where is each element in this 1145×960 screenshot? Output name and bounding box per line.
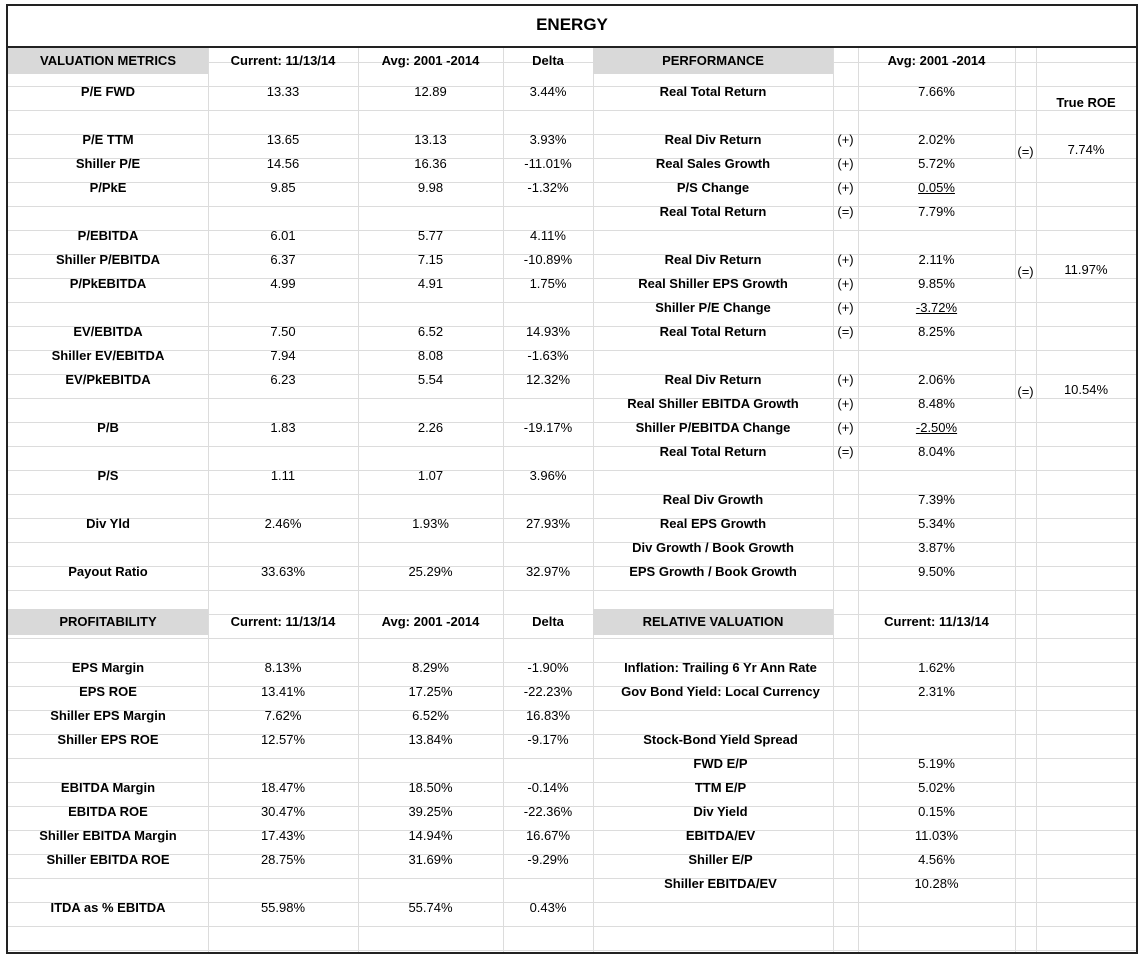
profit-avg: 13.84% xyxy=(408,732,453,747)
column-divider xyxy=(1015,48,1016,952)
performance-value: 2.11% xyxy=(918,252,955,267)
relative-label: Inflation: Trailing 6 Yr Ann Rate xyxy=(624,660,817,675)
relative-label: FWD E/P xyxy=(693,756,748,771)
metric-delta: 14.93% xyxy=(525,324,571,339)
performance-value: 7.66% xyxy=(918,84,955,99)
performance-label: Real Total Return xyxy=(659,204,767,219)
relative-label: Div Yield xyxy=(693,804,748,819)
performance-value: 0.05% xyxy=(918,180,955,195)
performance-value: 8.25% xyxy=(918,324,955,339)
performance-operator: (+) xyxy=(837,132,854,147)
performance-label: Shiller P/E Change xyxy=(655,300,771,315)
metric-label: P/PkE xyxy=(89,180,127,195)
metric-current: 7.94 xyxy=(270,348,296,363)
header-delta: Delta xyxy=(532,53,564,68)
profit-avg: 8.29% xyxy=(412,660,449,675)
roe-operator: (=) xyxy=(1017,384,1034,399)
metric-delta: 4.11% xyxy=(530,228,566,243)
relative-value: 11.03% xyxy=(914,828,959,843)
metric-current: 1.83 xyxy=(270,420,296,435)
relative-value: 1.62% xyxy=(918,660,955,675)
relative-value: 2.31% xyxy=(918,684,955,699)
performance-value: 8.48% xyxy=(918,396,955,411)
metric-avg: 8.08 xyxy=(417,348,444,363)
profit-label: Shiller EPS ROE xyxy=(57,732,159,747)
performance-label: Real Div Return xyxy=(664,372,762,387)
metric-delta: 3.44% xyxy=(529,84,567,99)
metric-delta: -1.32% xyxy=(527,180,569,195)
performance-label: P/S Change xyxy=(676,180,750,195)
metric-label: Shiller EV/EBITDA xyxy=(51,348,165,363)
metric-current: 6.23 xyxy=(270,372,296,387)
performance-value: 5.34% xyxy=(918,516,955,531)
row-divider xyxy=(8,110,1136,111)
relative-label: Stock-Bond Yield Spread xyxy=(643,732,798,747)
performance-label: EPS Growth / Book Growth xyxy=(629,564,797,579)
metric-label: P/B xyxy=(97,420,119,435)
performance-value: 8.04% xyxy=(918,444,955,459)
profit-current: 7.62% xyxy=(264,708,302,723)
relative-value: 10.28% xyxy=(914,876,959,891)
header-performance: PERFORMANCE xyxy=(593,48,833,74)
metric-label: P/E TTM xyxy=(82,132,134,147)
profit-delta: -22.36% xyxy=(523,804,573,819)
profit-current: 18.47% xyxy=(260,780,306,795)
metric-avg: 2.26 xyxy=(417,420,444,435)
metric-delta: 3.96% xyxy=(529,468,567,483)
metric-avg: 5.54 xyxy=(417,372,444,387)
profit-current: 8.13% xyxy=(264,660,302,675)
true-roe-value: 7.74% xyxy=(1067,142,1105,157)
metric-avg: 7.15 xyxy=(417,252,444,267)
performance-label: Real Shiller EPS Growth xyxy=(638,276,788,291)
row-divider xyxy=(8,950,1136,951)
performance-label: Real Shiller EBITDA Growth xyxy=(627,396,799,411)
performance-label: Real Total Return xyxy=(659,84,767,99)
performance-operator: (+) xyxy=(837,372,854,387)
page-title: ENERGY xyxy=(6,4,1138,48)
profit-label: Shiller EBITDA ROE xyxy=(46,852,170,867)
metric-delta: -1.63% xyxy=(527,348,569,363)
metric-label: EV/PkEBITDA xyxy=(65,372,151,387)
metric-current: 13.65 xyxy=(266,132,300,147)
metric-avg: 4.91 xyxy=(417,276,444,291)
metric-avg: 6.52 xyxy=(417,324,444,339)
profit-delta: -1.90% xyxy=(527,660,569,675)
true-roe-label: True ROE xyxy=(1056,95,1116,110)
performance-label: Real Total Return xyxy=(659,324,767,339)
performance-value: 7.79% xyxy=(918,204,955,219)
performance-value: -3.72% xyxy=(915,300,958,315)
metric-current: 13.33 xyxy=(266,84,300,99)
performance-value: 3.87% xyxy=(918,540,955,555)
roe-operator: (=) xyxy=(1017,144,1034,159)
true-roe-value: 10.54% xyxy=(1063,382,1109,397)
performance-operator: (+) xyxy=(837,300,854,315)
profit-delta: -22.23% xyxy=(523,684,573,699)
profit-label: Shiller EBITDA Margin xyxy=(39,828,177,843)
relative-value: 5.02% xyxy=(918,780,955,795)
relative-value: 0.15% xyxy=(918,804,955,819)
performance-operator: (=) xyxy=(837,444,854,459)
profit-current: 13.41% xyxy=(260,684,306,699)
performance-operator: (+) xyxy=(837,420,854,435)
performance-value: 7.39% xyxy=(918,492,955,507)
performance-label: Real Div Return xyxy=(664,132,762,147)
performance-value: 2.02% xyxy=(918,132,955,147)
metric-delta: 1.75% xyxy=(529,276,567,291)
metric-label: P/EBITDA xyxy=(77,228,139,243)
profit-current: 12.57% xyxy=(260,732,306,747)
performance-label: Real Div Return xyxy=(664,252,762,267)
metric-delta: 27.93% xyxy=(525,516,571,531)
row-divider xyxy=(8,638,1136,639)
column-divider xyxy=(1036,48,1037,952)
relative-value: 5.19% xyxy=(918,756,955,771)
performance-label: Real Total Return xyxy=(659,444,767,459)
performance-value: 9.50% xyxy=(918,564,955,579)
metric-current: 6.01 xyxy=(270,228,296,243)
relative-label: EBITDA/EV xyxy=(685,828,756,843)
performance-label: Shiller P/EBITDA Change xyxy=(635,420,791,435)
profit-avg: 39.25% xyxy=(408,804,453,819)
metric-avg: 9.98 xyxy=(417,180,444,195)
profit-avg: 17.25% xyxy=(408,684,453,699)
profit-delta: -9.17% xyxy=(527,732,569,747)
performance-value: -2.50% xyxy=(915,420,958,435)
metric-avg: 16.36 xyxy=(414,156,447,171)
metric-label: Shiller P/E xyxy=(75,156,141,171)
profit-label: EBITDA ROE xyxy=(68,804,148,819)
header-profit-delta: Delta xyxy=(532,614,564,629)
metric-avg: 5.77 xyxy=(417,228,444,243)
relative-label: Gov Bond Yield: Local Currency xyxy=(621,684,820,699)
header-profit-avg: Avg: 2001 -2014 xyxy=(381,614,480,629)
metric-current: 7.50 xyxy=(270,324,296,339)
metric-current: 6.37 xyxy=(270,252,296,267)
metric-current: 2.46% xyxy=(264,516,302,531)
metric-label: Payout Ratio xyxy=(68,564,148,579)
metric-current: 14.56 xyxy=(266,156,300,171)
performance-value: 9.85% xyxy=(918,276,955,291)
profit-avg: 6.52% xyxy=(412,708,449,723)
performance-operator: (=) xyxy=(837,324,854,339)
data-grid xyxy=(8,48,1136,952)
profit-avg: 55.74% xyxy=(408,900,453,915)
metric-current: 1.11 xyxy=(270,468,296,483)
header-relative-current: Current: 11/13/14 xyxy=(884,614,989,629)
profit-delta: 16.83% xyxy=(525,708,571,723)
performance-value: 2.06% xyxy=(918,372,955,387)
metric-label: P/E FWD xyxy=(80,84,136,99)
metric-current: 33.63% xyxy=(260,564,306,579)
metric-delta: -10.89% xyxy=(523,252,573,267)
performance-operator: (+) xyxy=(837,276,854,291)
profit-avg: 18.50% xyxy=(408,780,453,795)
profit-label: EPS Margin xyxy=(71,660,145,675)
header-avg: Avg: 2001 -2014 xyxy=(381,53,480,68)
profit-delta: 0.43% xyxy=(529,900,567,915)
profit-delta: -0.14% xyxy=(527,780,569,795)
profit-avg: 31.69% xyxy=(408,852,453,867)
metric-avg: 1.07 xyxy=(417,468,444,483)
metric-label: EV/EBITDA xyxy=(73,324,143,339)
profit-current: 17.43% xyxy=(260,828,306,843)
performance-operator: (+) xyxy=(837,180,854,195)
header-valuation-metrics: VALUATION METRICS xyxy=(8,48,208,74)
metric-delta: 12.32% xyxy=(525,372,571,387)
header-relative-valuation: RELATIVE VALUATION xyxy=(593,609,833,635)
performance-label: Real Div Growth xyxy=(662,492,764,507)
performance-operator: (=) xyxy=(837,204,854,219)
relative-label: Shiller EBITDA/EV xyxy=(664,876,777,891)
header-profitability: PROFITABILITY xyxy=(8,609,208,635)
profit-current: 28.75% xyxy=(260,852,306,867)
metric-delta: 3.93% xyxy=(529,132,567,147)
profit-current: 30.47% xyxy=(260,804,306,819)
metric-label: P/PkEBITDA xyxy=(69,276,147,291)
metric-avg: 1.93% xyxy=(412,516,449,531)
metric-delta: -19.17% xyxy=(523,420,573,435)
profit-avg: 14.94% xyxy=(408,828,453,843)
performance-operator: (+) xyxy=(837,252,854,267)
performance-operator: (+) xyxy=(837,396,854,411)
profit-delta: -9.29% xyxy=(527,852,569,867)
profit-label: EBITDA Margin xyxy=(60,780,156,795)
metric-delta: -11.01% xyxy=(524,156,572,171)
relative-label: Shiller E/P xyxy=(688,852,753,867)
performance-operator: (+) xyxy=(837,156,854,171)
header-current: Current: 11/13/14 xyxy=(230,53,336,68)
metric-avg: 13.13 xyxy=(414,132,447,147)
performance-label: Real EPS Growth xyxy=(659,516,767,531)
relative-label: TTM E/P xyxy=(694,780,747,795)
row-divider xyxy=(8,926,1136,927)
metric-label: Div Yld xyxy=(86,516,130,531)
performance-value: 5.72% xyxy=(918,156,955,171)
metric-current: 9.85 xyxy=(270,180,296,195)
profit-delta: 16.67% xyxy=(525,828,571,843)
profit-label: Shiller EPS Margin xyxy=(50,708,166,723)
header-performance-avg: Avg: 2001 -2014 xyxy=(887,53,986,68)
profit-label: EPS ROE xyxy=(79,684,137,699)
profit-label: ITDA as % EBITDA xyxy=(50,900,166,915)
row-divider xyxy=(8,590,1136,591)
roe-operator: (=) xyxy=(1017,264,1034,279)
metric-avg: 12.89 xyxy=(414,84,447,99)
metric-avg: 25.29% xyxy=(408,564,453,579)
profit-current: 55.98% xyxy=(260,900,306,915)
true-roe-value: 11.97% xyxy=(1064,262,1108,277)
metric-label: Shiller P/EBITDA xyxy=(55,252,161,267)
metric-label: P/S xyxy=(97,468,119,483)
metric-delta: 32.97% xyxy=(525,564,571,579)
header-profit-current: Current: 11/13/14 xyxy=(230,614,336,629)
relative-value: 4.56% xyxy=(918,852,955,867)
performance-label: Div Growth / Book Growth xyxy=(632,540,794,555)
performance-label: Real Sales Growth xyxy=(655,156,771,171)
metric-current: 4.99 xyxy=(270,276,296,291)
